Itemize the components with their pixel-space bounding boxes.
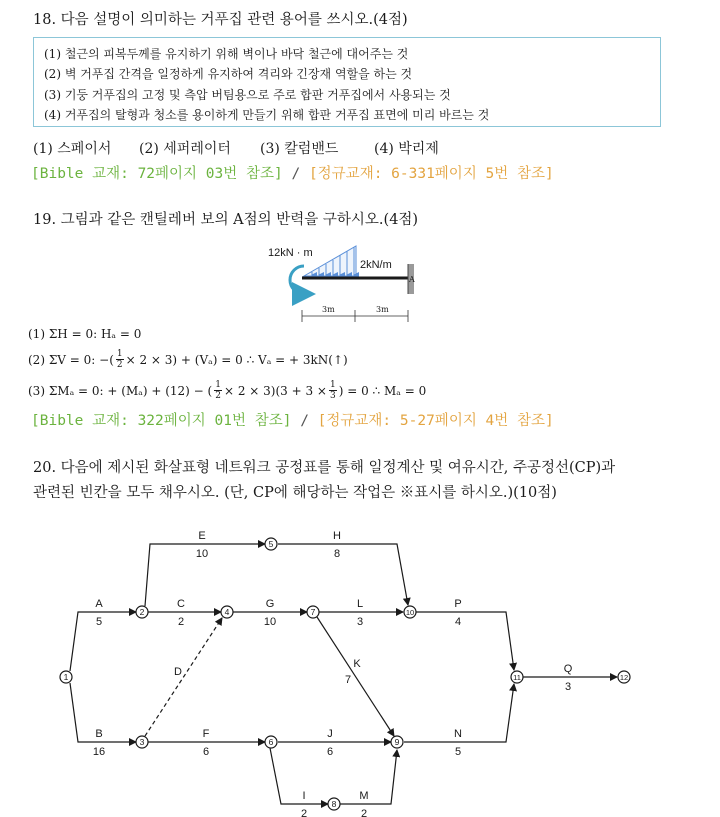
q18-item-1: (1) 철근의 피복두께를 유지하기 위해 벽이나 바닥 철근에 대어주는 것 xyxy=(44,47,409,61)
q19-solution-3 xyxy=(28,380,426,401)
activity-name: M xyxy=(359,790,369,802)
q18-description-box xyxy=(33,37,661,127)
dimension-label-1: 3m xyxy=(322,305,335,314)
q18-answer-1: (1) 스페이서 xyxy=(33,141,112,157)
q19-ref-sep: / xyxy=(291,413,318,429)
node-number: 8 xyxy=(331,799,337,809)
activity-name: G xyxy=(265,598,275,610)
activity-name: H xyxy=(333,530,341,542)
activity-b-arrow xyxy=(70,683,136,742)
activity-duration: 5 xyxy=(95,616,103,628)
activity-duration: 2 xyxy=(300,808,308,817)
sol3-part-a: (3) ΣMₐ = 0: + (Mₐ) + (12) − ( xyxy=(28,383,213,398)
activity-name: A xyxy=(95,598,103,610)
sol3-part-c: ) = 0 ∴ Mₐ = 0 xyxy=(338,383,427,398)
activity-duration: 10 xyxy=(195,548,209,560)
activity-duration: 6 xyxy=(326,746,334,758)
q19-ref-bible: [Bible 교재: 322페이지 01번 참조] xyxy=(31,413,292,429)
activity-duration: 3 xyxy=(564,681,572,693)
fraction-num: 1 xyxy=(116,349,123,359)
fraction-num: 1 xyxy=(215,380,221,390)
q19-title: 19. 그림과 같은 캔틸레버 보의 A점의 반력을 구하시오.(4점) xyxy=(33,212,419,228)
q19-cantilever-diagram xyxy=(260,238,440,330)
node-number: 11 xyxy=(513,673,521,682)
node-number: 6 xyxy=(268,737,274,747)
activity-name: L xyxy=(356,598,364,610)
activity-name: D xyxy=(174,666,182,678)
activity-p-arrow xyxy=(416,612,514,670)
activity-d-dummy-arrow xyxy=(145,618,222,736)
node-number: 10 xyxy=(405,608,415,617)
q18-item-3: (3) 기둥 거푸집의 고정 및 측압 버팀용으로 주로 합판 거푸집에서 사용되는 것 xyxy=(44,88,451,102)
activity-duration: 2 xyxy=(360,808,368,817)
q18-ref-regular: [정규교재: 6-331페이지 5번 참조] xyxy=(308,166,554,182)
q18-ref-bible: [Bible 교재: 72페이지 03번 참조] xyxy=(31,166,283,182)
activity-name: C xyxy=(177,598,185,610)
fraction-den: 2 xyxy=(116,360,123,370)
activity-duration: 16 xyxy=(92,746,106,758)
activity-k-arrow xyxy=(317,617,394,736)
support-label-a: A xyxy=(409,275,415,284)
q19-solution-1: (1) ΣH = 0: Hₐ = 0 xyxy=(28,327,142,341)
activity-name: Q xyxy=(563,663,573,675)
q20-network-diagram xyxy=(0,520,720,817)
sol2-part-b: × 2 × 3) + (Vₐ) = 0 ∴ Vₐ = + 3kN(↑) xyxy=(125,352,348,367)
dimension-lines xyxy=(302,310,408,322)
activity-name: B xyxy=(95,728,103,740)
q18-title: 18. 다음 설명이 의미하는 거푸집 관련 용어를 쓰시오.(4점) xyxy=(33,12,408,28)
fraction-half xyxy=(214,380,222,401)
q18-item-2: (2) 벽 거푸집 간격을 일정하게 유지하여 격리와 긴장재 역할을 하는 것 xyxy=(44,67,413,81)
activity-duration: 8 xyxy=(333,548,341,560)
activity-name: F xyxy=(202,728,210,740)
fraction-num: 1 xyxy=(329,380,336,390)
activity-duration: 10 xyxy=(263,616,277,628)
moment-label: 12kN · m xyxy=(268,247,313,259)
node-number: 7 xyxy=(310,607,316,617)
activity-name: J xyxy=(327,728,333,740)
q18-answer-4: (4) 박리제 xyxy=(374,141,439,157)
fraction-half xyxy=(116,349,124,370)
q18-item-4: (4) 거푸집의 탈형과 청소를 용이하게 만들기 위해 합판 거푸집 표면에 미리 바르는 것 xyxy=(44,108,490,122)
q19-ref-regular: [정규교재: 5-27페이지 4번 참조] xyxy=(317,413,554,429)
q19-reference xyxy=(31,409,554,430)
node-number: 3 xyxy=(139,737,145,747)
q20-title-line-2: 관련된 빈칸을 모두 채우시오. (단, CP에 해당하는 작업은 ※표시를 하시오.)(10점) xyxy=(33,485,557,501)
node-number: 4 xyxy=(224,607,230,617)
node-number: 5 xyxy=(268,539,274,549)
fraction-den: 2 xyxy=(215,391,221,401)
q18-answer-2: (2) 세퍼레이터 xyxy=(139,141,231,157)
q20-title-line-1: 20. 다음에 제시된 화살표형 네트워크 공정표를 통해 일정계산 및 여유시간, 주공정선(CP)과 xyxy=(33,460,616,476)
load-label: 2kN/m xyxy=(360,259,392,271)
dimension-label-2: 3m xyxy=(376,305,389,314)
activity-duration: 4 xyxy=(454,616,462,628)
node-number: 1 xyxy=(63,672,69,682)
activity-duration: 2 xyxy=(177,616,185,628)
activity-name: E xyxy=(198,530,206,542)
q18-ref-sep: / xyxy=(282,166,309,182)
activity-name: I xyxy=(302,790,306,802)
fraction-den: 3 xyxy=(329,391,336,401)
q18-reference xyxy=(31,162,554,183)
moment-arc-icon xyxy=(290,266,304,294)
activity-name: K xyxy=(353,658,361,670)
activity-h-arrow xyxy=(278,544,408,605)
q19-solution-2 xyxy=(28,349,348,370)
node-number: 12 xyxy=(619,673,629,682)
activity-duration: 6 xyxy=(202,746,210,758)
node-number: 9 xyxy=(394,737,400,747)
activity-i-arrow xyxy=(270,748,328,804)
fraction-third xyxy=(329,380,337,401)
activity-duration: 5 xyxy=(454,746,462,758)
activity-a-arrow xyxy=(70,612,136,671)
sol2-part-a: (2) ΣV = 0: −( xyxy=(28,352,114,367)
activity-name: N xyxy=(454,728,462,740)
activity-name: P xyxy=(454,598,462,610)
q18-answer-3: (3) 칼럼밴드 xyxy=(260,141,339,157)
node-number: 2 xyxy=(139,607,145,617)
activity-duration: 3 xyxy=(356,616,364,628)
activity-duration: 7 xyxy=(344,674,352,686)
sol3-part-b: × 2 × 3)(3 + 3 × xyxy=(223,383,327,398)
